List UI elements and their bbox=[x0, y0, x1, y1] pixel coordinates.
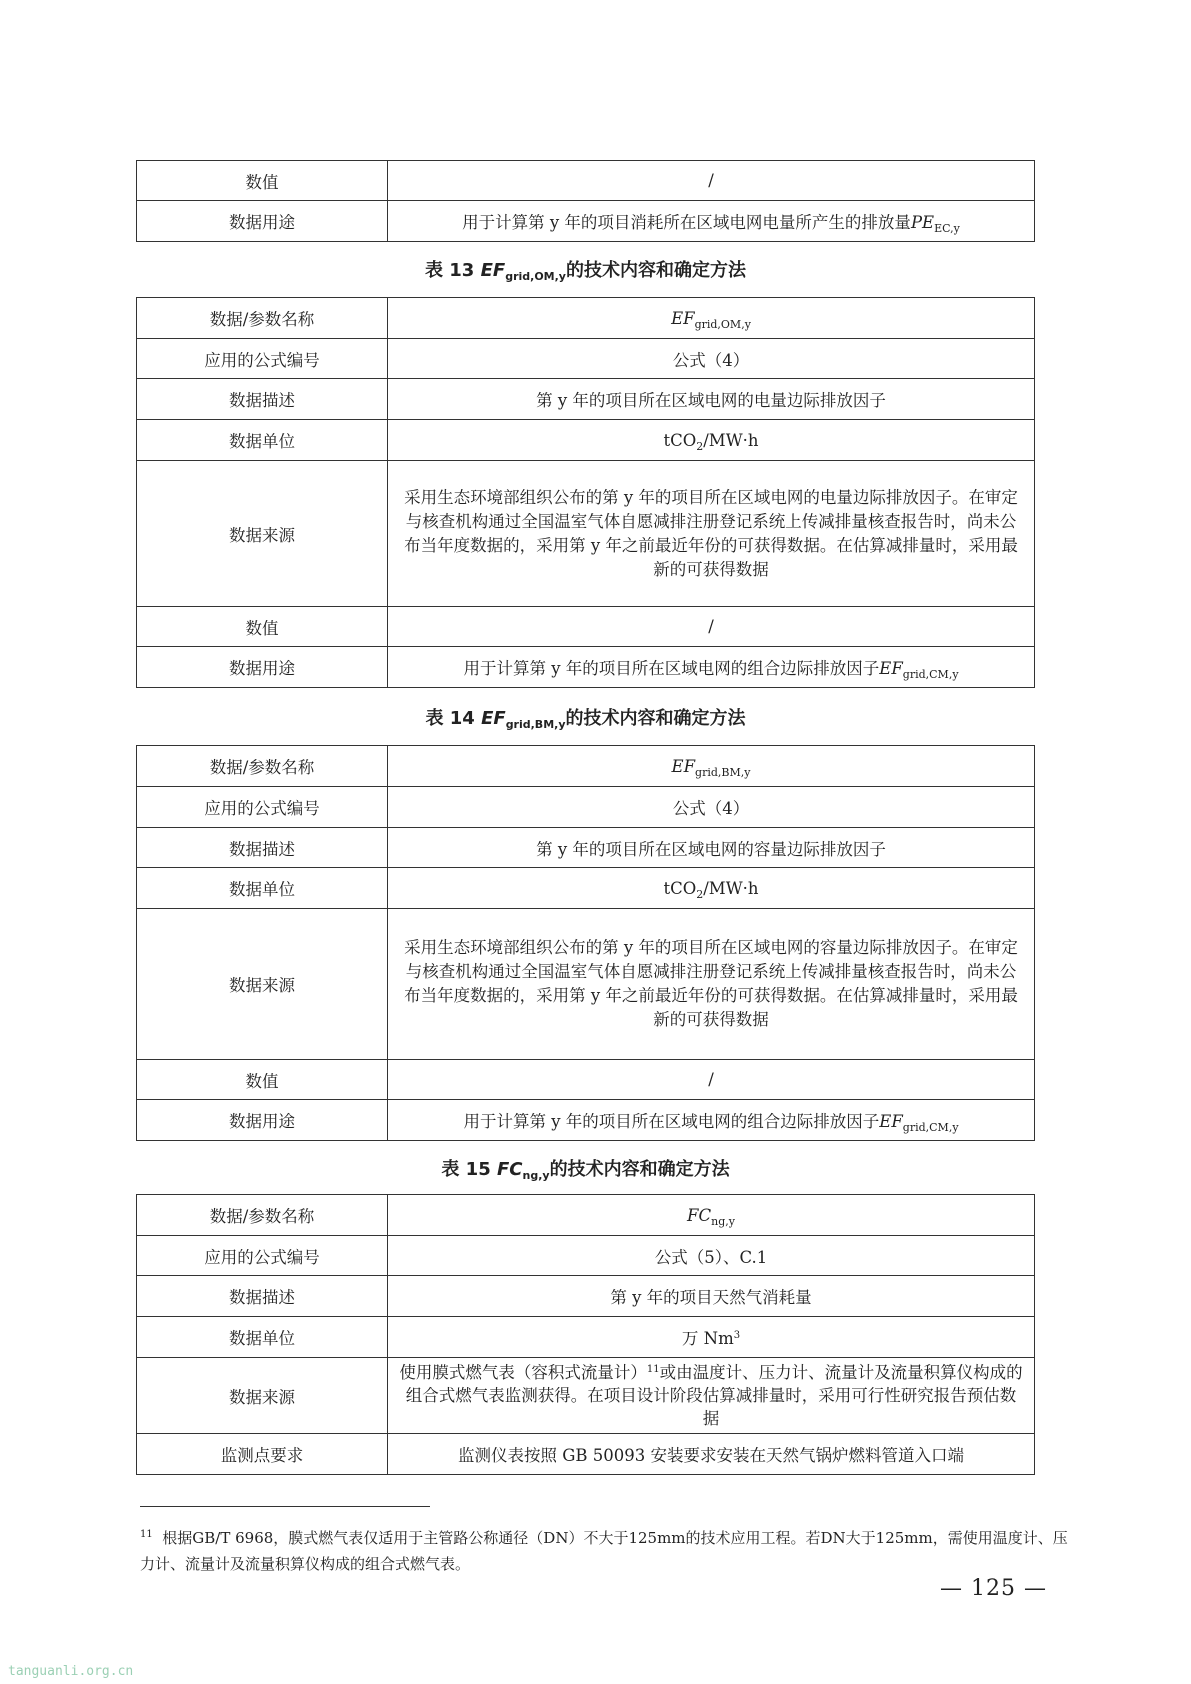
row-label: 数据描述 bbox=[137, 1276, 388, 1317]
table-13 bbox=[136, 297, 1035, 688]
row-label: 数据单位 bbox=[137, 868, 388, 909]
row-label: 数据单位 bbox=[137, 1317, 388, 1358]
row-label: 数据用途 bbox=[137, 201, 388, 242]
table-row bbox=[137, 746, 1035, 787]
row-value: $EF_{grid,OM,y}$ bbox=[388, 298, 1035, 339]
table-row bbox=[137, 379, 1035, 420]
row-value: 公式（5）、C.1 bbox=[388, 1236, 1035, 1276]
table-row bbox=[137, 868, 1035, 909]
row-value: / bbox=[388, 607, 1035, 647]
table-row bbox=[137, 461, 1035, 607]
row-label: 数据/参数名称 bbox=[137, 746, 388, 787]
table-row bbox=[137, 1434, 1035, 1475]
symbol: $PE_{EC,y}$ bbox=[910, 213, 960, 235]
row-label: 数据来源 bbox=[137, 909, 388, 1060]
table-12-tail bbox=[136, 160, 1035, 242]
row-label: 数据描述 bbox=[137, 828, 388, 868]
table-15-caption: 表 15 $FC_{ng,y}$的技术内容和确定方法 bbox=[441, 1159, 730, 1182]
row-label: 应用的公式编号 bbox=[137, 339, 388, 379]
table-row bbox=[137, 201, 1035, 242]
page-number: — 125 — bbox=[940, 1576, 1047, 1601]
row-label: 数据来源 bbox=[137, 1358, 388, 1434]
row-value: $FC_{ng,y}$ bbox=[388, 1195, 1035, 1236]
table-13-caption: 表 13 $EF_{grid,OM,y}$的技术内容和确定方法 bbox=[425, 260, 746, 283]
table-row bbox=[137, 161, 1035, 201]
row-value: 使用膜式燃气表（容积式流量计）$^{11}$或由温度计、压力计、流量计及流量积算仪构成的组合式燃气表监测获得。在项目设计阶段估算减排量时，采用可行性研究报告预估数据 bbox=[388, 1358, 1035, 1434]
row-value: 用于计算第 y 年的项目消耗所在区域电网电量所产生的排放量$PE_{EC,y}$ bbox=[388, 201, 1035, 242]
row-value: 用于计算第 y 年的项目所在区域电网的组合边际排放因子$EF_{grid,CM,y}$ bbox=[388, 647, 1035, 688]
row-label: 数据/参数名称 bbox=[137, 298, 388, 339]
footnote-ref: 11 bbox=[646, 1364, 660, 1375]
watermark: tanguanli.org.cn bbox=[8, 1664, 134, 1679]
row-value: $EF_{grid,BM,y}$ bbox=[388, 746, 1035, 787]
table-row bbox=[137, 339, 1035, 379]
row-value: tCO$_2$/MW·h bbox=[388, 420, 1035, 461]
row-label: 数据用途 bbox=[137, 647, 388, 688]
row-value: 公式（4） bbox=[388, 787, 1035, 828]
row-label: 监测点要求 bbox=[137, 1434, 388, 1475]
table-row bbox=[137, 787, 1035, 828]
table-14 bbox=[136, 745, 1035, 1141]
row-value: 公式（4） bbox=[388, 339, 1035, 379]
row-label: 应用的公式编号 bbox=[137, 1236, 388, 1276]
row-value: / bbox=[388, 1060, 1035, 1100]
row-label: 数据单位 bbox=[137, 420, 388, 461]
table-row bbox=[137, 1195, 1035, 1236]
table-row bbox=[137, 1236, 1035, 1276]
row-label: 数据用途 bbox=[137, 1100, 388, 1141]
table-row bbox=[137, 420, 1035, 461]
table-row bbox=[137, 1100, 1035, 1141]
table-row bbox=[137, 1317, 1035, 1358]
table-row bbox=[137, 1276, 1035, 1317]
row-label: 应用的公式编号 bbox=[137, 787, 388, 828]
row-value: 第 y 年的项目所在区域电网的电量边际排放因子 bbox=[388, 379, 1035, 420]
row-label: 数据描述 bbox=[137, 379, 388, 420]
footnote-number: 11 bbox=[140, 1529, 153, 1540]
row-value: 万 Nm$^3$ bbox=[388, 1317, 1035, 1358]
table-15 bbox=[136, 1194, 1035, 1475]
row-value: 用于计算第 y 年的项目所在区域电网的组合边际排放因子$EF_{grid,CM,y}$ bbox=[388, 1100, 1035, 1141]
table-row bbox=[137, 1060, 1035, 1100]
row-label: 数值 bbox=[137, 607, 388, 647]
row-value: 采用生态环境部组织公布的第 y 年的项目所在区域电网的电量边际排放因子。在审定与核查机构通过全国温室气体自愿减排注册登记系统上传减排量核查报告时，尚未公布当年度数据的，采用第 y 年之前最近年份的可获得数据。在估算减排量时，采用最新的可获得数据 bbox=[388, 461, 1035, 607]
footnote bbox=[140, 1525, 1080, 1577]
row-value: 采用生态环境部组织公布的第 y 年的项目所在区域电网的容量边际排放因子。在审定与核查机构通过全国温室气体自愿减排注册登记系统上传减排量核查报告时，尚未公布当年度数据的，采用第 y 年之前最近年份的可获得数据。在估算减排量时，采用最新的可获得数据 bbox=[388, 909, 1035, 1060]
row-value: 监测仪表按照 GB 50093 安装要求安装在天然气锅炉燃料管道入口端 bbox=[388, 1434, 1035, 1475]
footnote-text: 根据GB/T 6968，膜式燃气表仅适用于主管路公称通径（DN）不大于125mm的技术应用工程。若DN大于125mm，需使用温度计、压力计、流量计及流量积算仪构成的组合式燃气表。 bbox=[140, 1529, 1068, 1573]
row-label: 数值 bbox=[137, 161, 388, 201]
table-row bbox=[137, 607, 1035, 647]
table-row bbox=[137, 647, 1035, 688]
table-row bbox=[137, 909, 1035, 1060]
row-value: 第 y 年的项目所在区域电网的容量边际排放因子 bbox=[388, 828, 1035, 868]
footnote-divider bbox=[140, 1506, 430, 1507]
row-label: 数据来源 bbox=[137, 461, 388, 607]
row-value: tCO$_2$/MW·h bbox=[388, 868, 1035, 909]
row-value: 第 y 年的项目天然气消耗量 bbox=[388, 1276, 1035, 1317]
table-14-caption: 表 14 $EF_{grid,BM,y}$的技术内容和确定方法 bbox=[425, 708, 746, 731]
table-row bbox=[137, 298, 1035, 339]
row-label: 数据/参数名称 bbox=[137, 1195, 388, 1236]
table-row bbox=[137, 1358, 1035, 1434]
row-label: 数值 bbox=[137, 1060, 388, 1100]
row-value: / bbox=[388, 161, 1035, 201]
table-row bbox=[137, 828, 1035, 868]
